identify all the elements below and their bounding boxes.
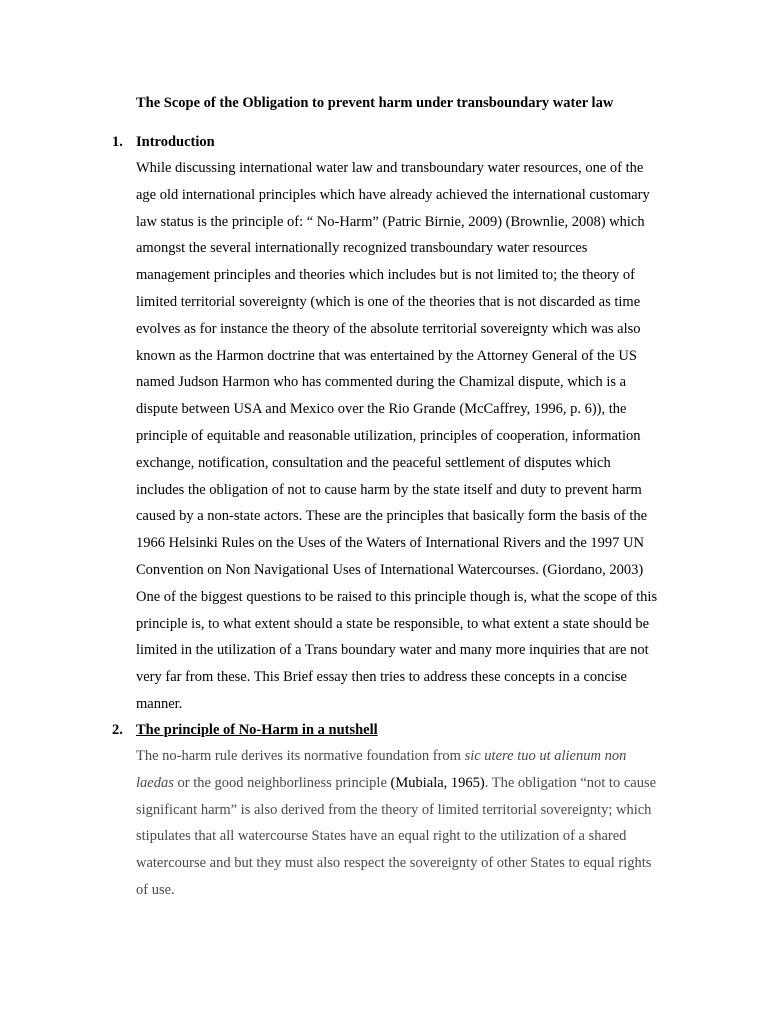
section-heading-introduction (112, 132, 215, 152)
paragraph-line: caused by a non-state actors. These are the principles that basically form the basis of the (136, 508, 648, 525)
section-number: 2. (112, 722, 123, 738)
paragraph-line: Convention on Non Navigational Uses of International Watercourses. (Giordano, 2003) (136, 561, 644, 578)
paragraph-line: principle of equitable and reasonable utilization, principles of cooperation, information (136, 427, 641, 444)
paragraph-line: known as the Harmon doctrine that was entertained by the Attorney General of the US (136, 347, 637, 364)
document-title: The Scope of the Obligation to prevent harm under transboundary water law (136, 95, 614, 111)
paragraph-line: management principles and theories which includes but is not limited to; the theory of (136, 267, 635, 284)
text-run: The no-harm rule derives its normative foundation from (136, 748, 465, 764)
paragraph-line: limited in the utilization of a Trans boundary water and many more inquiries that are not (136, 642, 649, 659)
paragraph-line: includes the obligation of not to cause harm by the state itself and duty to prevent harm (136, 481, 642, 498)
section-title: Introduction (136, 134, 215, 150)
paragraph-line: manner. (136, 695, 183, 712)
paragraph-line: very far from these. This Brief essay then tries to address these concepts in a concise (136, 669, 627, 686)
paragraph-line: limited territorial sovereignty (which is one of the theories that is not discarded as time (136, 293, 641, 310)
paragraph-line: of use. (136, 881, 175, 898)
section-heading-no-harm (112, 720, 378, 740)
no-harm-paragraph (136, 743, 696, 904)
paragraph-line: principle is, to what extent should a state be responsible, to what extent a state should be (136, 615, 650, 632)
paragraph-line: exchange, notification, consultation and the peaceful settlement of disputes which (136, 454, 611, 471)
section-title: The principle of No-Harm in a nutshell (136, 722, 378, 738)
introduction-paragraph (136, 155, 696, 718)
latin-maxim-end: laedas (136, 774, 174, 791)
text-run: or the good neighborliness principle (173, 774, 391, 791)
paragraph-line: One of the biggest questions to be raised to this principle though is, what the scope of this (136, 588, 658, 605)
text-run: . The obligation “not to cause (484, 774, 657, 791)
paragraph-line: amongst the several internationally recognized transboundary water resources (136, 240, 588, 257)
paragraph-line (136, 770, 696, 797)
paragraph-line: named Judson Harmon who has commented during the Chamizal dispute, which is a (136, 374, 627, 391)
paragraph-line: evolves as for instance the theory of the absolute territorial sovereignty which was also (136, 320, 641, 337)
paragraph-line: While discussing international water law and transboundary water resources, one of the (136, 160, 644, 176)
paragraph-line: significant harm” is also derived from the theory of limited territorial sovereignty; which (136, 801, 652, 818)
latin-maxim: sic utere tuo ut alienum non (464, 748, 627, 764)
paragraph-line: watercourse and but they must also respect the sovereignty of other States to equal rights (136, 855, 652, 872)
citation: (Mubiala, 1965) (390, 774, 485, 791)
paragraph-line: law status is the principle of: “ No-Harm” (Patric Birnie, 2009) (Brownlie, 2008) which (136, 213, 645, 230)
paragraph-line: dispute between USA and Mexico over the Rio Grande (McCaffrey, 1996, p. 6)), the (136, 401, 627, 418)
section-number: 1. (112, 134, 123, 150)
paragraph-line: stipulates that all watercourse States have an equal right to the utilization of a shared (136, 828, 627, 845)
paragraph-line: age old international principles which have already achieved the international customary (136, 186, 650, 203)
paragraph-line: 1966 Helsinki Rules on the Uses of the Waters of International Rivers and the 1997 UN (136, 535, 644, 552)
paragraph-line (136, 743, 696, 770)
